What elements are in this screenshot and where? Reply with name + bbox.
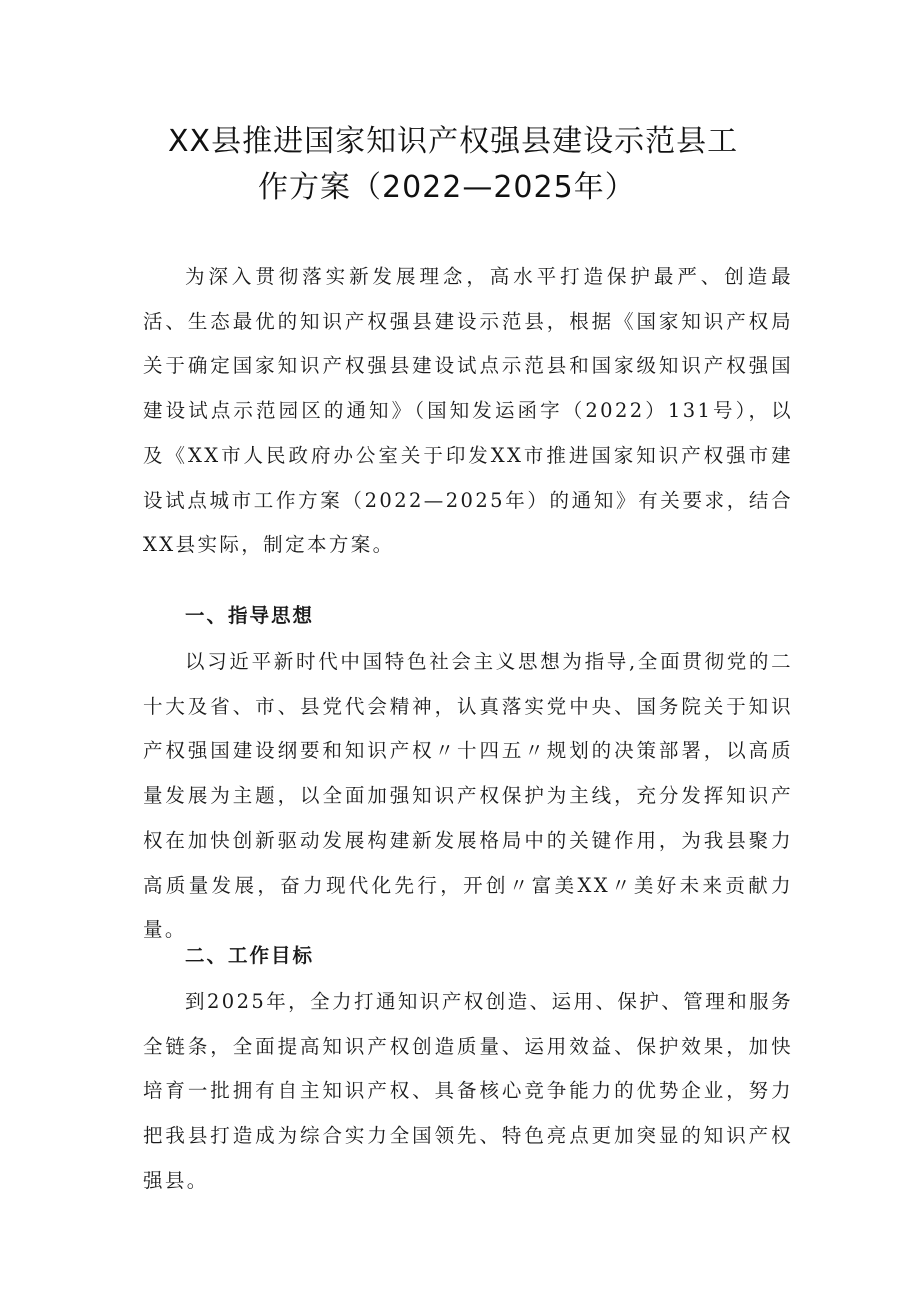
intro-paragraph: 为深入贯彻落实新发展理念，高水平打造保护最严、创造最活、生态最优的知识产权强县建设示范县，根据《国家知识产权局关于确定国家知识产权强县建设试点示范县和国家级知识产权强国建设试点示范园区的通知》（国知发运函字（2022）131号），以及《XX市人民政府办公室关于印发XX市推进国家知识产权强市建设试点城市工作方案（2022—2025年）的通知》有关要求，结合XX县实际，制定本方案。 xyxy=(143,265,793,557)
section-heading-guiding-ideology: 一、指导思想 xyxy=(185,604,315,627)
document-title-line-2: 作方案（2022—2025年） xyxy=(258,170,636,205)
section-heading-work-goals: 二、工作目标 xyxy=(185,944,315,967)
document-title-line-1: XX县推进国家知识产权强县建设示范县工 xyxy=(168,124,739,159)
guiding-ideology-paragraph: 以习近平新时代中国特色社会主义思想为指导,全面贯彻党的二十大及省、市、县党代会精神，认真落实党中央、国务院关于知识产权强国建设纲要和知识产权〃十四五〃规划的决策部署，以高质量发展为主题，以全面加强知识产权保护为主线，充分发挥知识产权在加快创新驱动发展构建新发展格局中的关键作用，为我县聚力高质量发展，奋力现代化先行，开创〃富美XX〃美好未来贡献力量。 xyxy=(143,650,793,942)
work-goals-paragraph: 到2025年，全力打通知识产权创造、运用、保护、管理和服务全链条，全面提高知识产权创造质量、运用效益、保护效果，加快培育一批拥有自主知识产权、具备核心竞争能力的优势企业，努力把我县打造成为综合实力全国领先、特色亮点更加突显的知识产权强县。 xyxy=(143,990,793,1192)
